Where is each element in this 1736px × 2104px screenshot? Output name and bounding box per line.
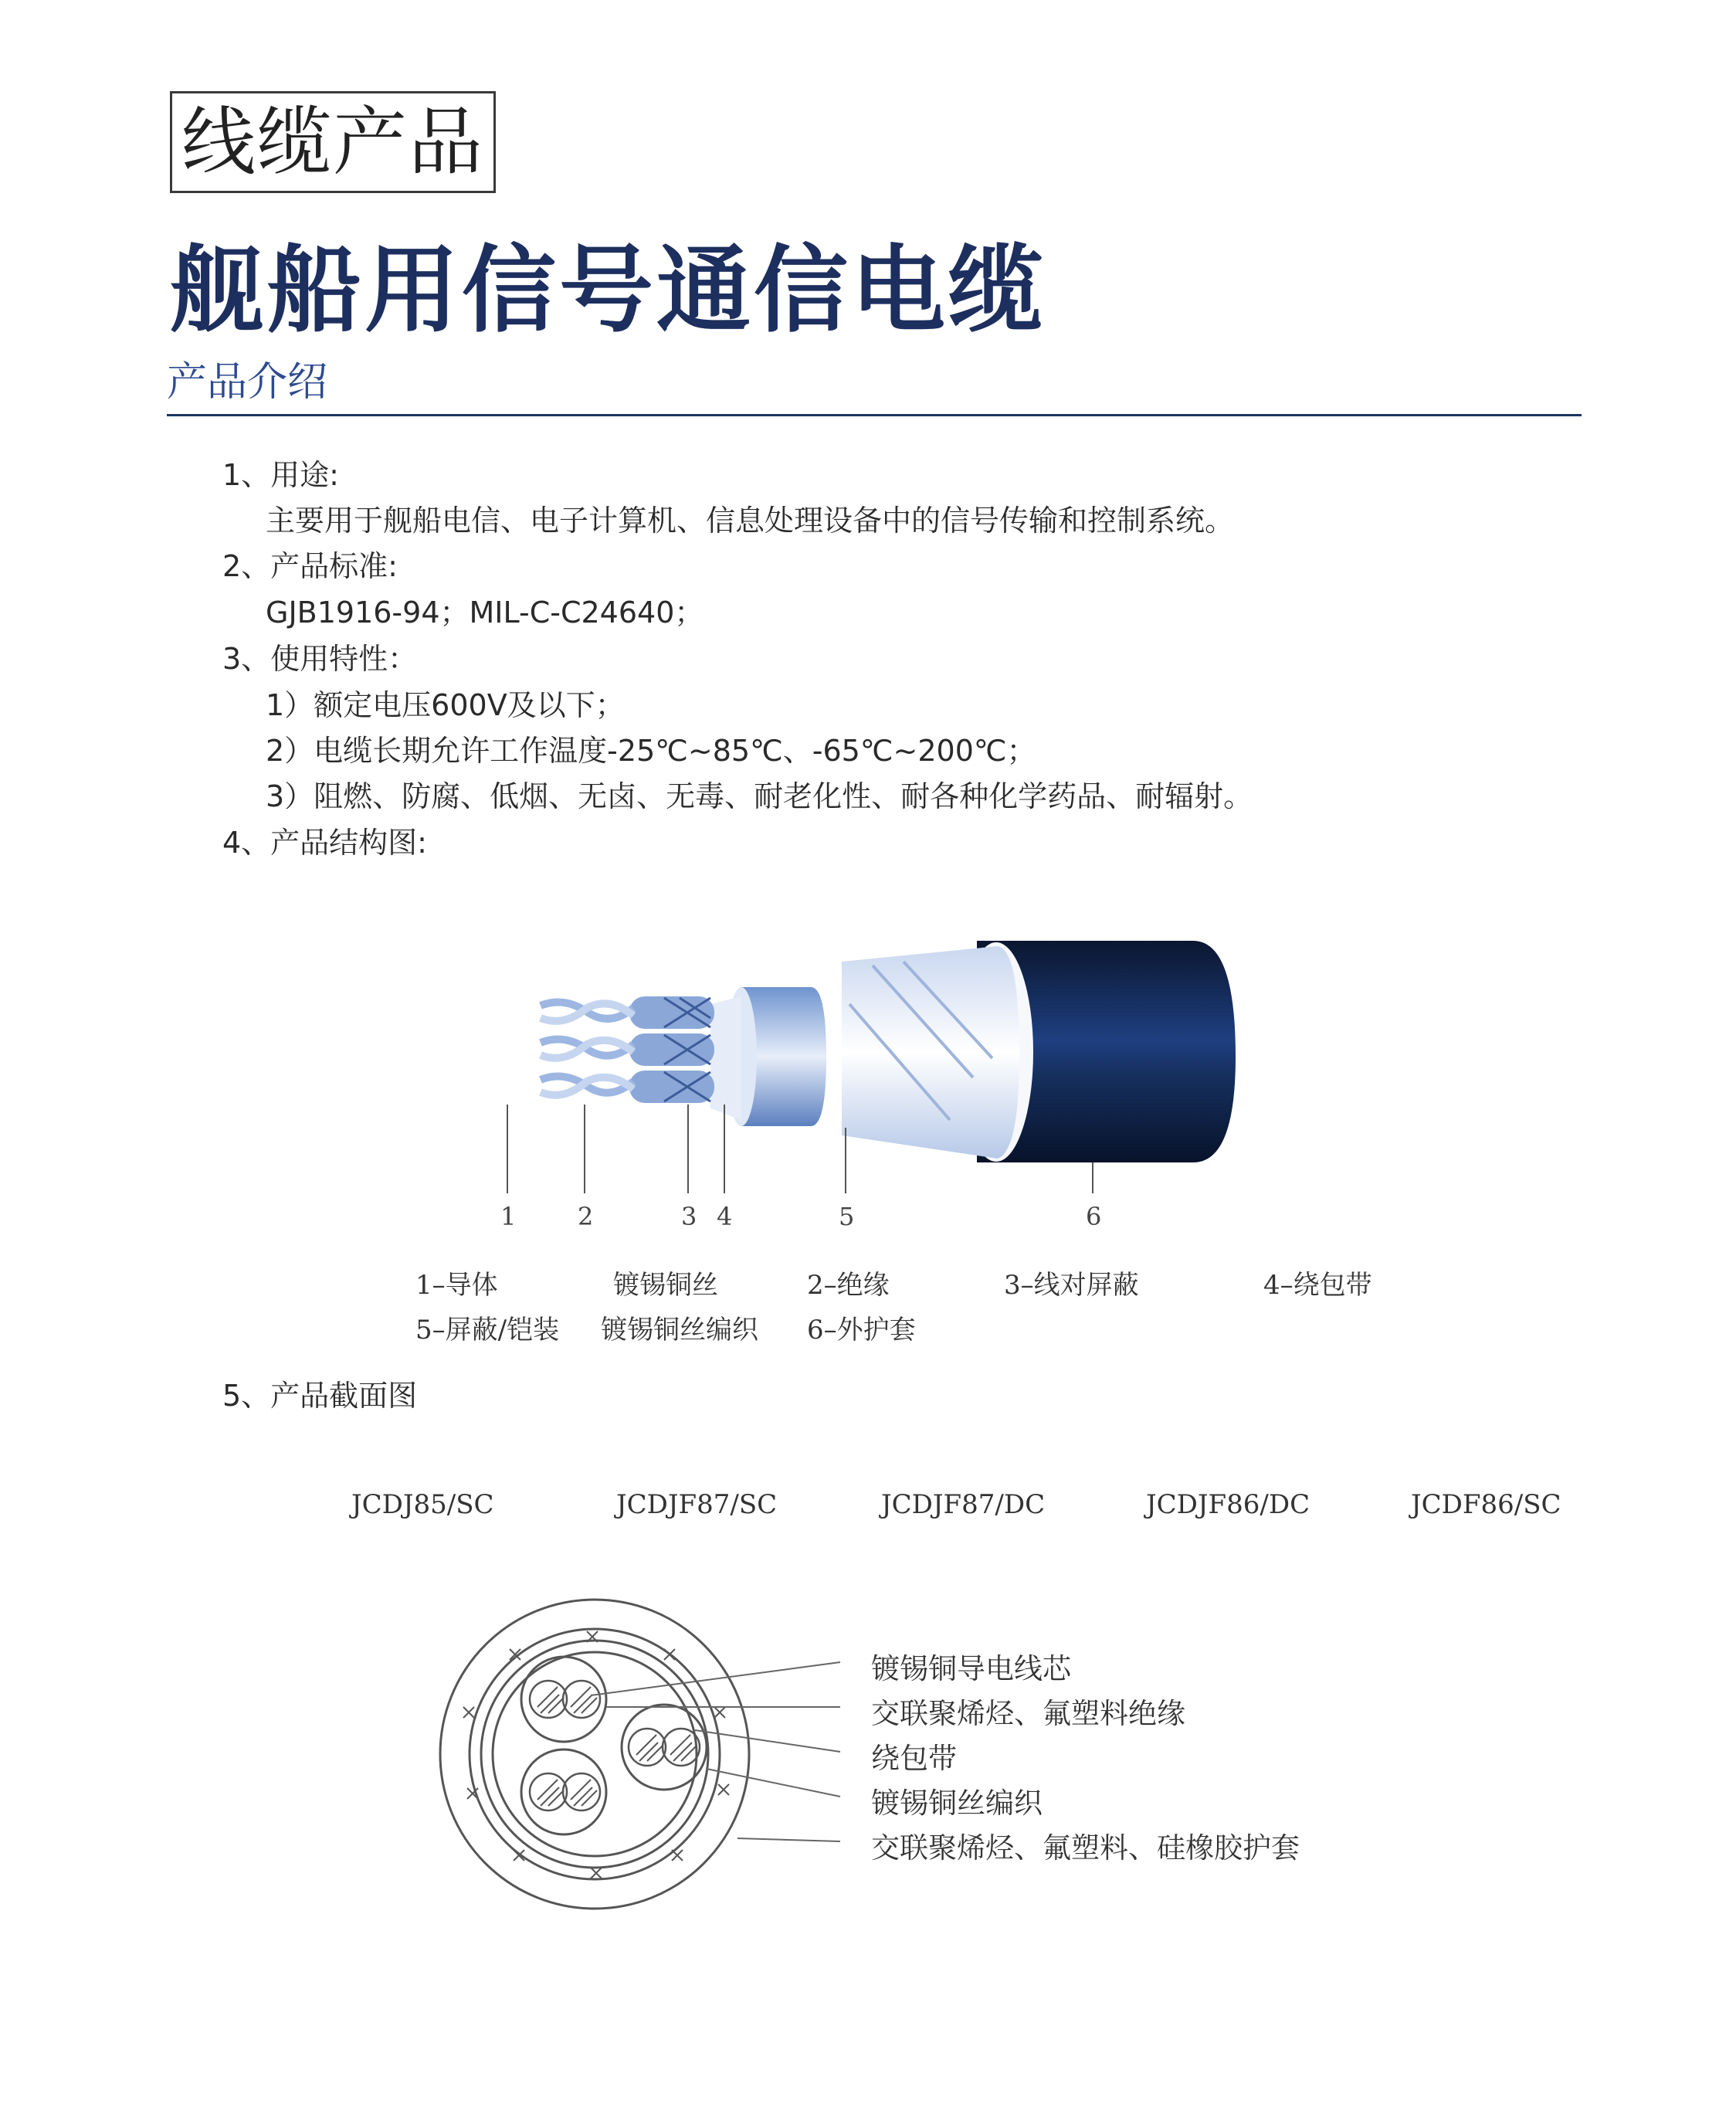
item3-heading: 3、使用特性： <box>222 642 418 676</box>
caption-wrap-tape: 4–绕包带 <box>1263 1270 1372 1301</box>
cross-label-wrap-tape: 绕包带 <box>871 1742 957 1775</box>
item2-heading: 2、产品标准: <box>222 549 398 583</box>
page-title: 舰船用信号通信电缆 <box>170 236 1046 345</box>
caption-shield-armor: 5–屏蔽/铠装 <box>415 1315 560 1346</box>
model-jcdf86-sc: JCDF86/SC <box>1411 1489 1561 1520</box>
caption-insulation: 2–绝缘 <box>807 1270 890 1301</box>
cross-label-braid: 镀锡铜丝编织 <box>871 1787 1043 1820</box>
structure-number-4: 4 <box>717 1202 733 1231</box>
cross-label-insulation: 交联聚烯烃、氟塑料绝缘 <box>871 1697 1185 1730</box>
model-jcdj85-sc: JCDJ85/SC <box>351 1489 494 1520</box>
section-heading: 产品介绍 <box>167 359 328 406</box>
category-tag: 线缆产品 <box>170 91 496 193</box>
structure-number-2: 2 <box>578 1202 594 1231</box>
item4-heading: 4、产品结构图: <box>222 826 427 860</box>
caption-pair-shield: 3–线对屏蔽 <box>1004 1270 1139 1301</box>
caption-tinned-copper: 镀锡铜丝 <box>613 1270 718 1301</box>
item3-point-3: 3）阻燃、防腐、低烟、无卤、无毒、耐老化性、耐各种化学药品、耐辐射。 <box>266 779 1253 813</box>
item2-text: GJB1916-94；MIL-C-C24640； <box>266 596 704 630</box>
structure-number-5: 5 <box>839 1202 855 1231</box>
caption-outer-sheath: 6–外护套 <box>807 1315 916 1346</box>
model-jcdjf87-sc: JCDJF87/SC <box>616 1489 778 1520</box>
caption-tinned-copper-braid: 镀锡铜丝编织 <box>601 1315 758 1346</box>
caption-conductor: 1–导体 <box>415 1270 498 1301</box>
structure-number-6: 6 <box>1086 1202 1102 1231</box>
structure-number-3: 3 <box>681 1202 697 1231</box>
cross-label-sheath: 交联聚烯烃、氟塑料、硅橡胶护套 <box>871 1831 1300 1865</box>
item1-text: 主要用于舰船电信、电子计算机、信息处理设备中的信号传输和控制系统。 <box>266 504 1235 538</box>
model-jcdjf87-dc: JCDJF87/DC <box>881 1489 1046 1520</box>
cross-label-conductor: 镀锡铜导电线芯 <box>871 1652 1071 1685</box>
item5-heading: 5、产品截面图 <box>222 1379 418 1413</box>
item3-point-2: 2）电缆长期允许工作温度-25℃~85℃、-65℃~200℃； <box>266 734 1036 768</box>
structure-number-1: 1 <box>500 1202 517 1231</box>
item3-point-1: 1）额定电压600V及以下； <box>266 688 625 722</box>
item1-heading: 1、用途: <box>222 458 339 492</box>
model-jcdjf86-dc: JCDJF86/DC <box>1146 1489 1310 1520</box>
